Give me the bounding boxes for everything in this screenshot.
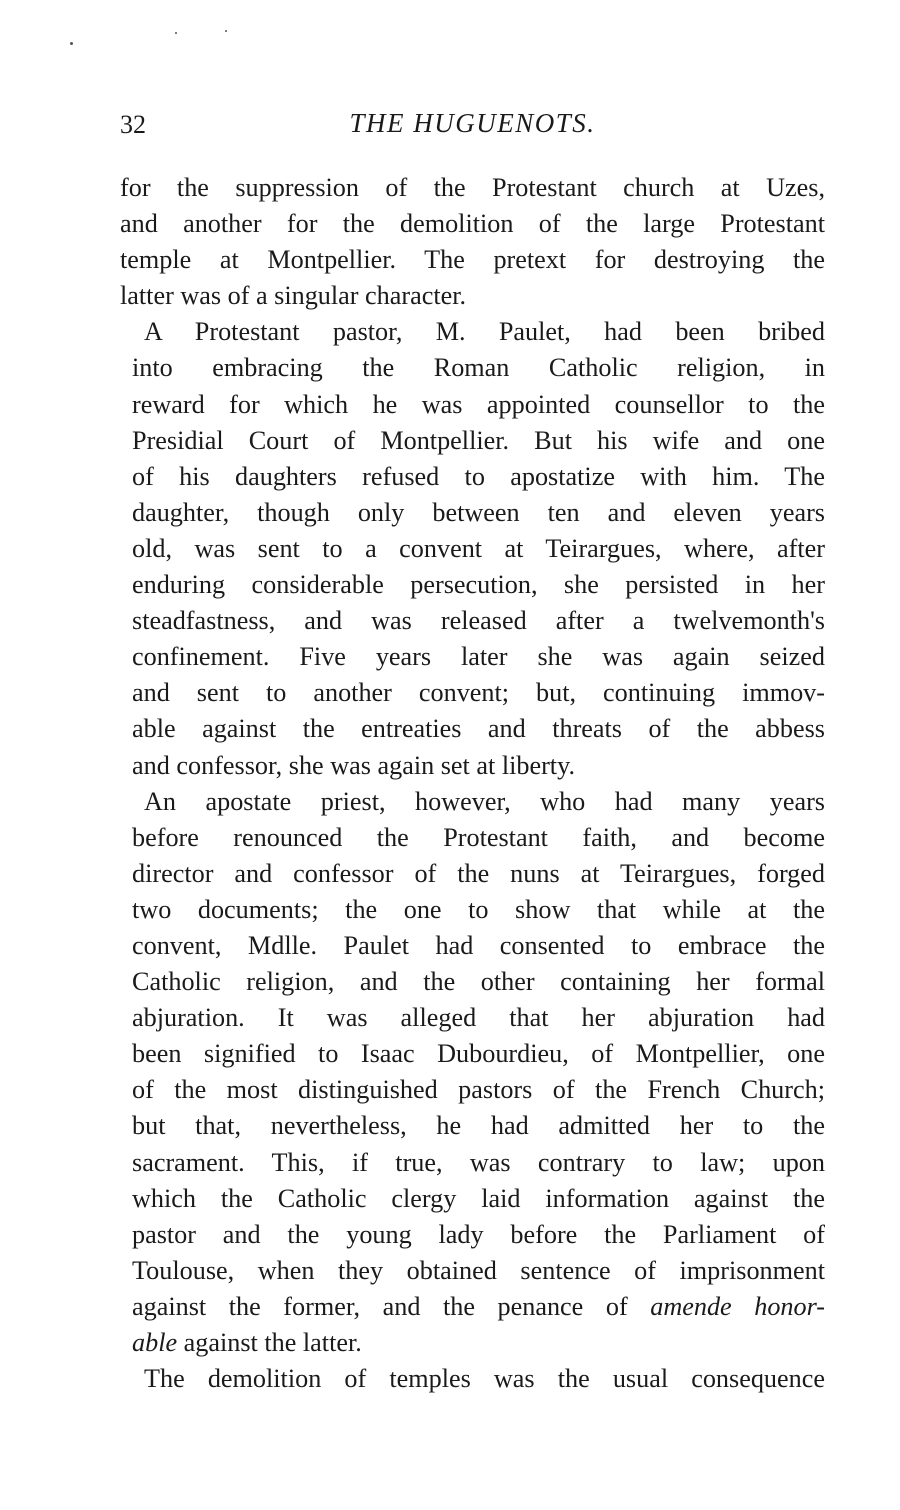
page-header: [120, 108, 825, 148]
italic-phrase: amende honor-: [650, 1291, 825, 1321]
text-line: A Protestant pastor, M. Paulet, had been bribed: [144, 317, 825, 347]
text-segment: against the latter.: [177, 1328, 362, 1357]
page-number: 32: [120, 110, 146, 139]
text-line: old, was sent to a convent at Teirargues, where, after: [132, 533, 825, 563]
text-line: daughter, though only between ten and eleven years: [132, 497, 825, 527]
text-line: before renounced the Protestant faith, and become: [132, 822, 825, 852]
body-text: [120, 170, 825, 1397]
paragraph-4: [120, 1361, 825, 1397]
text-line: abjuration. It was alleged that her abjuration had: [132, 1003, 825, 1033]
text-line: able against the entreaties and threats of the abbess: [132, 714, 825, 744]
text-line: Catholic religion, and the other containing her formal: [132, 967, 825, 997]
text-line: [120, 1325, 825, 1361]
speck: [175, 32, 177, 34]
text-line: director and confessor of the nuns at Teirargues, forged: [132, 858, 825, 888]
print-specks: [60, 28, 260, 48]
running-title: THE HUGUENOTS.: [349, 108, 596, 138]
text-line: temple at Montpellier. The pretext for destroying the: [120, 245, 825, 275]
paragraph-3: [120, 784, 825, 1362]
paragraph-2: [120, 314, 825, 783]
text-line: of his daughters refused to apostatize with him. The: [132, 461, 825, 491]
text-line: pastor and the young lady before the Parliament of: [132, 1219, 825, 1249]
paragraph-1: [120, 170, 825, 314]
text-line: two documents; the one to show that while at the: [132, 894, 825, 924]
text-line: An apostate priest, however, who had many years: [144, 786, 825, 816]
text-line: but that, nevertheless, he had admitted her to the: [132, 1111, 825, 1141]
text-line: [120, 1289, 825, 1325]
text-line: into embracing the Roman Catholic religion, in: [132, 353, 825, 383]
text-line: of the most distinguished pastors of the French Church;: [132, 1075, 825, 1105]
text-line: convent, Mdlle. Paulet had consented to embrace the: [132, 930, 825, 960]
text-line: and confessor, she was again set at liberty.: [132, 750, 576, 780]
text-line: which the Catholic clergy laid information against the: [132, 1183, 825, 1213]
text-line: reward for which he was appointed counsellor to the: [132, 389, 825, 419]
italic-phrase: able: [132, 1328, 178, 1357]
speck: [70, 42, 73, 45]
speck: [225, 30, 227, 32]
text-line: sacrament. This, if true, was contrary to law; upon: [132, 1147, 825, 1177]
text-segment: against the former, and the penance of: [132, 1291, 651, 1321]
text-line: for the suppression of the Protestant church at Uzes,: [120, 173, 825, 202]
text-line: and another for the demolition of the large Protestant: [120, 209, 825, 239]
text-line: confinement. Five years later she was again seized: [132, 642, 825, 672]
text-line: Presidial Court of Montpellier. But his wife and one: [132, 425, 825, 455]
text-line: and sent to another convent; but, continuing immov-: [132, 678, 825, 708]
text-line: Toulouse, when they obtained sentence of imprisonment: [132, 1255, 825, 1285]
text-line: The demolition of temples was the usual consequence: [144, 1364, 825, 1394]
text-line: been signified to Isaac Dubourdieu, of Montpellier, one: [132, 1039, 825, 1069]
text-line: latter was of a singular character.: [120, 281, 467, 311]
text-line: enduring considerable persecution, she persisted in her: [132, 570, 825, 600]
text-line: steadfastness, and was released after a twelvemonth's: [132, 606, 825, 636]
